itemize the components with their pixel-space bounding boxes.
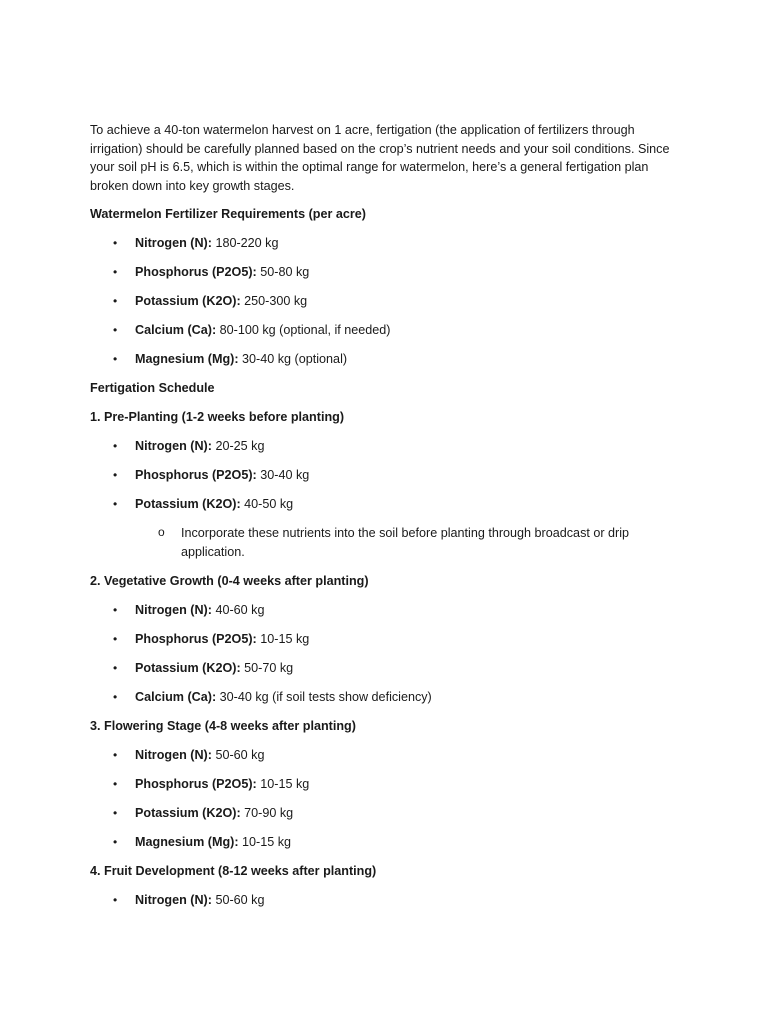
- stage-heading: 4. Fruit Development (8-12 weeks after planting): [90, 864, 377, 878]
- bullet-icon: •: [113, 777, 118, 791]
- stage-list: [90, 437, 682, 561]
- intro-paragraph: To achieve a 40-ton watermelon harvest on 1 acre, fertigation (the application of fertilizers through irrigation) should be carefully planned based on the crop’s nutrient needs and your soil conditions. Since your soil pH is 6.5, which is within the optimal range for watermelon, here’s a general fertigation plan broken down into key growth stages.: [90, 123, 670, 193]
- list-item: [90, 630, 682, 649]
- nutrient-label: Potassium (K2O):: [135, 806, 241, 820]
- nutrient-value: 40-50 kg: [240, 497, 294, 511]
- bullet-icon: •: [113, 835, 118, 849]
- sub-list: [90, 524, 682, 561]
- stage-heading: 3. Flowering Stage (4-8 weeks after planting): [90, 719, 356, 733]
- nutrient-value: 30-40 kg (optional): [238, 352, 348, 366]
- stage-list: [90, 746, 682, 852]
- stage-heading: 1. Pre-Planting (1-2 weeks before planting): [90, 410, 345, 424]
- nutrient-label: Phosphorus (P2O5):: [135, 265, 257, 279]
- nutrient-value: 50-60 kg: [211, 893, 265, 907]
- nutrient-value: 50-60 kg: [211, 748, 265, 762]
- bullet-icon: •: [113, 690, 118, 704]
- bullet-icon: •: [113, 294, 118, 308]
- list-item: [90, 688, 682, 707]
- nutrient-label: Phosphorus (P2O5):: [135, 777, 257, 791]
- nutrient-value: 80-100 kg (optional, if needed): [216, 323, 391, 337]
- bullet-icon: •: [113, 603, 118, 617]
- bullet-icon: •: [113, 323, 118, 337]
- nutrient-value: 10-15 kg: [256, 632, 310, 646]
- bullet-icon: •: [113, 352, 118, 366]
- nutrient-label: Potassium (K2O):: [135, 497, 241, 511]
- bullet-icon: •: [113, 265, 118, 279]
- nutrient-label: Phosphorus (P2O5):: [135, 468, 257, 482]
- nutrient-label: Phosphorus (P2O5):: [135, 632, 257, 646]
- nutrient-value: 10-15 kg: [256, 777, 310, 791]
- stage-heading: 2. Vegetative Growth (0-4 weeks after planting): [90, 574, 369, 588]
- hollow-bullet-icon: o: [158, 525, 165, 539]
- requirements-heading: Watermelon Fertilizer Requirements (per acre): [90, 207, 366, 221]
- nutrient-value: 250-300 kg: [240, 294, 308, 308]
- list-item: [90, 659, 682, 678]
- nutrient-label: Nitrogen (N):: [135, 893, 212, 907]
- list-item: [90, 804, 682, 823]
- nutrient-label: Nitrogen (N):: [135, 603, 212, 617]
- list-item: [90, 601, 682, 620]
- list-item: [90, 350, 682, 369]
- bullet-icon: •: [113, 806, 118, 820]
- list-item: [90, 234, 682, 253]
- nutrient-value: 30-40 kg (if soil tests show deficiency): [216, 690, 432, 704]
- nutrient-label: Calcium (Ca):: [135, 323, 217, 337]
- nutrient-value: 50-80 kg: [256, 265, 310, 279]
- sub-list-item: [90, 524, 682, 561]
- stage-note: Incorporate these nutrients into the soil before planting through broadcast or drip application.: [181, 526, 630, 559]
- nutrient-value: 20-25 kg: [211, 439, 265, 453]
- stage-list: [90, 601, 682, 707]
- schedule-heading: Fertigation Schedule: [90, 381, 215, 395]
- nutrient-value: 180-220 kg: [211, 236, 279, 250]
- list-item: [90, 833, 682, 852]
- bullet-icon: •: [113, 468, 118, 482]
- list-item: [90, 746, 682, 765]
- nutrient-label: Potassium (K2O):: [135, 661, 241, 675]
- stage-list: [90, 891, 682, 910]
- bullet-icon: •: [113, 439, 118, 453]
- nutrient-label: Nitrogen (N):: [135, 439, 212, 453]
- nutrient-label: Magnesium (Mg):: [135, 835, 239, 849]
- nutrient-value: 40-60 kg: [211, 603, 265, 617]
- nutrient-value: 70-90 kg: [240, 806, 294, 820]
- nutrient-value: 50-70 kg: [240, 661, 294, 675]
- bullet-icon: •: [113, 661, 118, 675]
- bullet-icon: •: [113, 236, 118, 250]
- nutrient-label: Magnesium (Mg):: [135, 352, 239, 366]
- nutrient-value: 30-40 kg: [256, 468, 310, 482]
- list-item: [90, 292, 682, 311]
- list-item: [90, 891, 682, 910]
- nutrient-label: Nitrogen (N):: [135, 236, 212, 250]
- requirements-list: [90, 234, 682, 369]
- list-item: [90, 263, 682, 282]
- nutrient-value: 10-15 kg: [238, 835, 292, 849]
- bullet-icon: •: [113, 893, 118, 907]
- bullet-icon: •: [113, 748, 118, 762]
- nutrient-label: Nitrogen (N):: [135, 748, 212, 762]
- nutrient-label: Calcium (Ca):: [135, 690, 217, 704]
- bullet-icon: •: [113, 632, 118, 646]
- list-item: [90, 437, 682, 456]
- nutrient-label: Potassium (K2O):: [135, 294, 241, 308]
- list-item: [90, 495, 682, 561]
- list-item: [90, 775, 682, 794]
- list-item: [90, 466, 682, 485]
- list-item: [90, 321, 682, 340]
- bullet-icon: •: [113, 497, 118, 511]
